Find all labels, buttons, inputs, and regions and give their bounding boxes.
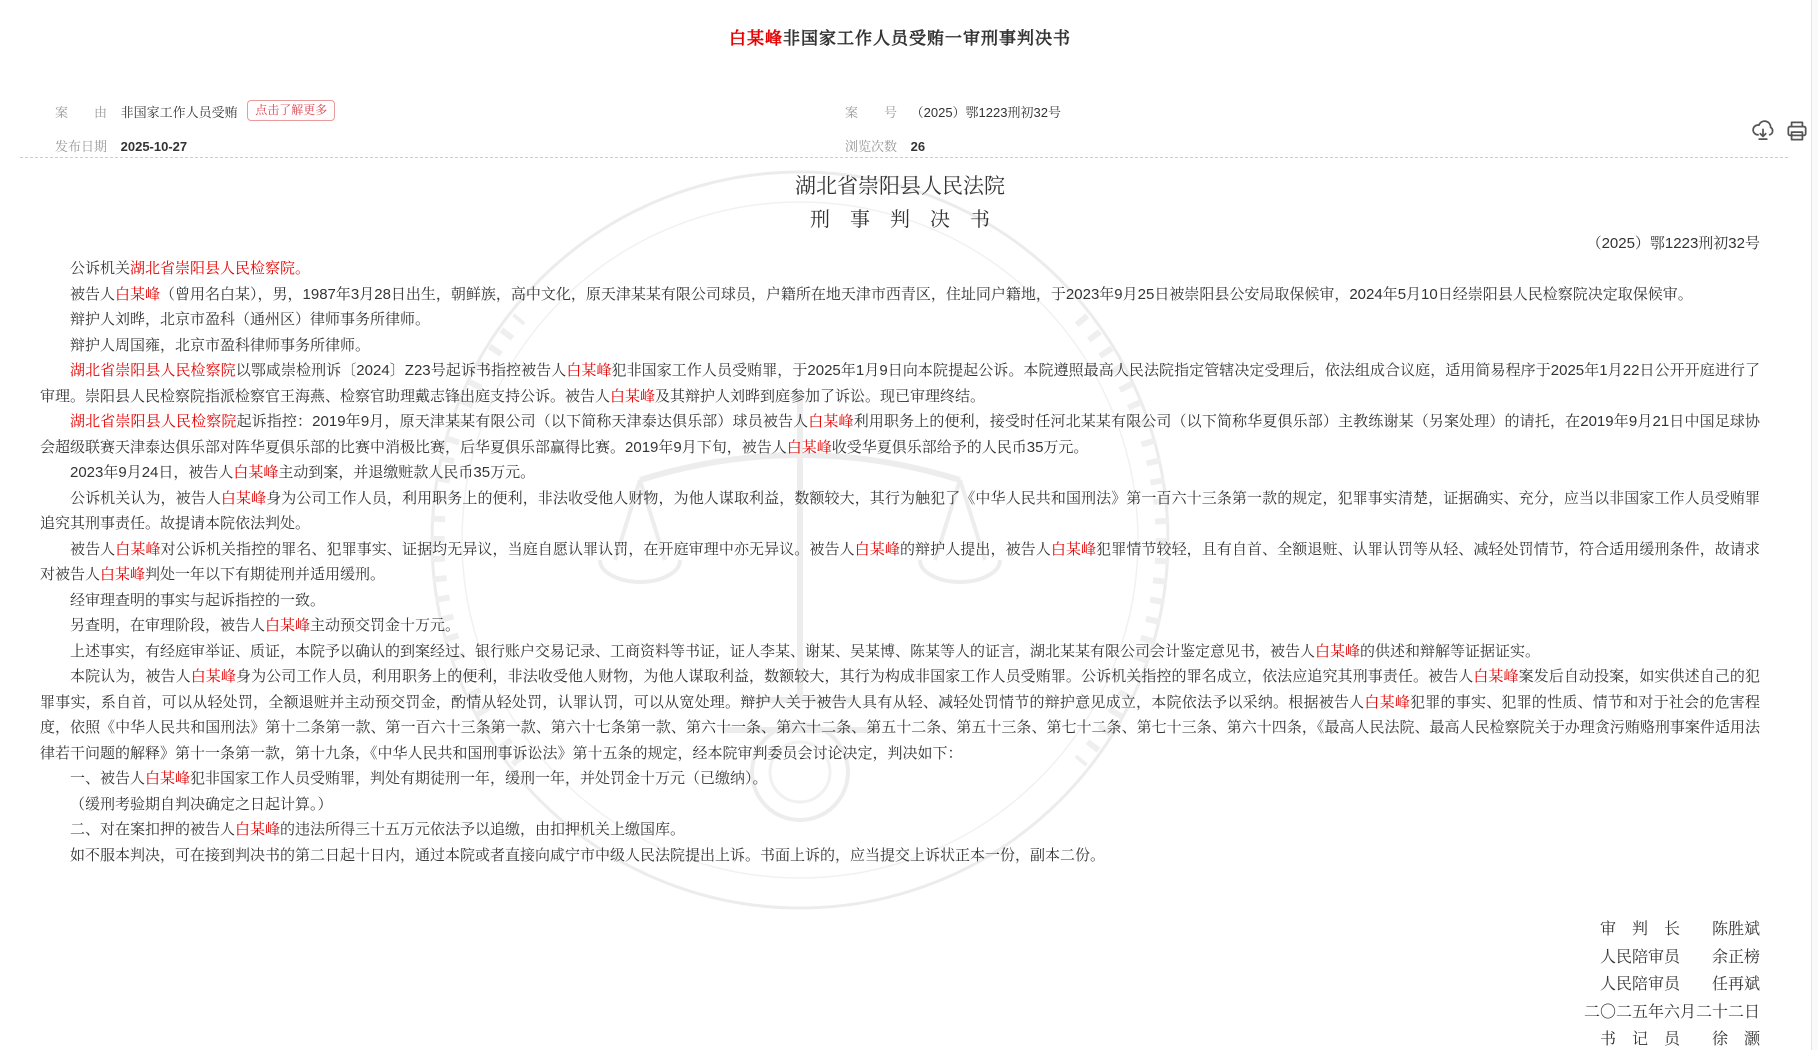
- signature-name: 徐 灏: [1711, 1031, 1760, 1049]
- judgment-paragraph: [40, 588, 1760, 614]
- defendant-name-title: 白某峰: [729, 29, 783, 48]
- judgment-paragraph: [40, 817, 1760, 843]
- paragraph-text: 2023年9月24日，被告人: [70, 464, 234, 481]
- party-name-highlight: 白某峰: [220, 489, 267, 507]
- signature-name: 余正榜: [1711, 948, 1760, 966]
- learn-more-button[interactable]: 点击了解更多: [247, 100, 335, 121]
- paragraph-text: 一、被告人: [70, 770, 146, 787]
- vertical-scrollbar[interactable]: [1811, 0, 1818, 1050]
- paragraph-text: 如不服本判决，可在接到判决书的第二日起十日内，通过本院或者直接向咸宁市中级人民法院提出上诉。书面上诉的，应当提交上诉状正本一份，副本二份。: [70, 846, 1106, 864]
- print-button[interactable]: [1784, 118, 1810, 144]
- party-name-highlight: 白某峰: [610, 387, 656, 405]
- court-name: 湖北省崇阳县人民法院: [795, 175, 1005, 198]
- paragraph-text: 辩护人周国雍，北京市盈科律师事务所律师。: [70, 336, 371, 354]
- signature-name: 陈胜斌: [1711, 921, 1760, 938]
- paragraph-text: 收受华夏俱乐部给予的人民币35万元。: [831, 438, 1089, 456]
- judgment-paragraph: [40, 792, 1760, 818]
- paragraph-text: 二、对在案扣押的被告人: [70, 821, 236, 838]
- signature-role: 书 记 员: [1599, 1031, 1680, 1049]
- page-title-text: 非国家工作人员受贿一审刑事判决书: [783, 29, 1071, 48]
- paragraph-text: 主动预交罚金十万元。: [310, 617, 461, 634]
- paragraph-text: （缓刑考验期自判决确定之日起计算。）: [70, 795, 333, 813]
- judgment-paragraph: [40, 256, 1760, 282]
- case-number-group: [845, 102, 1061, 121]
- views-group: [845, 136, 925, 155]
- paragraph-text: 犯非国家工作人员受贿罪，于2025年1月9日向本院提起公诉。本院遵照最高人民法院指定管辖决定受理后，依法组成合议庭，适用简易程序于2025年1月22日公开开庭进行了审理。崇阳县人民检察院指派检察官王海燕、检察官助理戴志锋出庭支持公诉。被告人: [40, 362, 1760, 405]
- paragraph-text: 被告人: [70, 285, 116, 303]
- case-cause-value: 非国家工作人员受贿: [120, 105, 238, 120]
- signature-block: [40, 916, 1760, 1050]
- paragraph-text: 本院认为，被告人: [70, 668, 191, 685]
- signature-row: [40, 944, 1760, 972]
- paragraph-text: 对公诉机关指控的罪名、犯罪事实、证据均无异议，当庭自愿认罪认罚，在开庭审理中亦无异议。被告人: [160, 540, 855, 558]
- judgment-paragraph: [40, 460, 1760, 486]
- paragraph-text: 利用职务上的便利，接受时任河北某某有限公司（以下简称华夏俱乐部）主教练谢某（另案处理）的请托，在2019年9月21日中国足球协会超级联赛天津泰达俱乐部对阵华夏俱乐部的比赛中消极比赛，后华夏俱乐部赢得比赛。2019年9月下旬，被告人: [40, 413, 1760, 456]
- judgment-paragraph: [40, 333, 1760, 359]
- party-name-highlight: 白某峰: [808, 413, 854, 430]
- cloud-download-icon: [1750, 118, 1776, 144]
- judgment-paragraph: [40, 486, 1760, 537]
- paragraph-text: 上述事实，有经庭审举证、质证，本院予以确认的到案经过、银行账户交易记录、工商资料等书证，证人李某、谢某、吴某博、陈某等人的证言，湖北某某有限公司会计鉴定意见书，被告人: [70, 642, 1316, 660]
- judgment-paragraph: [40, 409, 1760, 460]
- party-name-highlight: 白某峰: [1050, 540, 1097, 558]
- paragraph-text: （曾用名白某），男，1987年3月28日出生，朝鲜族，高中文化，原天津某某有限公司球员，户籍所在地天津市西青区，住址同户籍地，于2023年9月25日被崇阳县公安局取保候审，2024年5月10日经崇阳县人民检察院决定取保候审。: [160, 285, 1693, 303]
- party-name-highlight: 白某峰: [233, 464, 279, 481]
- meta-row-cause-number: [55, 102, 1755, 124]
- judgment-paragraph: [40, 664, 1760, 766]
- party-name-highlight: 白某峰: [566, 362, 612, 379]
- party-name-highlight: 白某峰: [115, 540, 161, 558]
- paragraph-text: 及其辩护人刘晔到庭参加了诉讼。现已审理终结。: [655, 387, 986, 405]
- paragraph-text: 的供述和辩解等证据证实。: [1360, 642, 1541, 660]
- party-name-highlight: 白某峰: [854, 540, 900, 558]
- publish-date-label: 发布日期: [55, 139, 108, 154]
- judgment-paragraph: [40, 613, 1760, 639]
- signature-role: 人民陪审员: [1599, 948, 1680, 966]
- paragraph-text: 的辩护人提出，被告人: [899, 540, 1051, 558]
- paragraph-text: 起诉指控：2019年9月，原天津某某有限公司（以下简称天津泰达俱乐部）球员被告人: [236, 413, 809, 430]
- judgment-paragraph: [40, 766, 1760, 792]
- publish-date-value: 2025-10-27: [120, 139, 188, 154]
- document-type-heading: 刑 事 判 决 书: [810, 209, 990, 231]
- party-name-highlight: 湖北省崇阳县人民检察院。: [130, 260, 311, 277]
- paragraph-text: 主动到案，并退缴赃款人民币35万元。: [278, 464, 536, 481]
- paragraph-text: 身为公司工作人员，利用职务上的便利，非法收受他人财物，为他人谋取利益，数额较大，其行为构成非国家工作人员受贿罪。公诉机关指控的罪名成立，依法应追究其刑事责任。被告人: [236, 668, 1474, 685]
- party-name-highlight: 白某峰: [235, 821, 281, 838]
- paragraph-text: 犯罪的事实、犯罪的性质、情节和对于社会的危害程度，依照《中华人民共和国刑法》第十二条第一款、第一百六十三条第一款、第六十七条第一款、第六十一条、第六十二条、第五十二条、第五十三条、第七十二条、第七十三条、第六十四条，《最高人民法院、最高人民检察院关于办理贪污贿赂刑事案件适用法律若干问题的解释》第十一条第一款，第十九条，《中华人民共和国刑事诉讼法》第十五条的规定，经本院审判委员会讨论决定，判决如下：: [40, 693, 1760, 762]
- views-value: 26: [910, 139, 926, 154]
- party-name-highlight: 湖北省崇阳县人民检察院: [70, 362, 236, 379]
- paragraph-text: 案发后自动投案，如实供述自己的犯罪事实，系自首，可以从轻处罚，全额退赃并主动预交罚金，酌情从轻处罚，认罪认罚，可以从宽处理。辩护人关于被告人具有从轻、减轻处罚情节的辩护意见成立，本院依法予以采纳。根据被告人: [40, 668, 1760, 711]
- signature-row: [40, 1026, 1760, 1050]
- party-name-highlight: 白某峰: [190, 668, 236, 685]
- judgment-paragraph: [40, 307, 1760, 333]
- meta-row-date-views: [55, 136, 1755, 155]
- party-name-highlight: 白某峰: [1364, 693, 1411, 711]
- paragraph-text: 的违法所得三十五万元依法予以追缴，由扣押机关上缴国库。: [280, 821, 686, 838]
- party-name-highlight: 白某峰: [100, 566, 146, 583]
- paragraph-text: 经审理查明的事实与起诉指控的一致。: [70, 591, 326, 609]
- paragraph-text: 犯非国家工作人员受贿罪，判处有期徒刑一年，缓刑一年，并处罚金十万元（已缴纳）。: [190, 770, 768, 787]
- case-number-heading: （2025）鄂1223刑初32号: [1586, 235, 1760, 252]
- case-number-label: 案 号: [845, 105, 898, 120]
- signature-role: 审 判 长: [1599, 921, 1680, 938]
- party-name-highlight: 白某峰: [115, 285, 161, 303]
- judgment-paragraph: [40, 358, 1760, 409]
- paragraph-text: 公诉机关认为，被告人: [70, 489, 221, 507]
- paragraph-text: 被告人: [70, 540, 116, 558]
- case-number-value: （2025）鄂1223刑初32号: [910, 105, 1061, 120]
- paragraph-text: 身为公司工作人员，利用职务上的便利，非法收受他人财物，为他人谋取利益，数额较大，其行为触犯了《中华人民共和国刑法》第一百六十三条第一款的规定，犯罪事实清楚，证据确实、充分，应当以非国家工作人员受贿罪追究其刑事责任。故提请本院依法判处。: [40, 489, 1760, 532]
- paragraph-text: 公诉机关: [70, 260, 131, 277]
- judgment-paragraph: [40, 282, 1760, 308]
- paragraph-text: 另查明，在审理阶段，被告人: [70, 617, 266, 634]
- judgment-paragraph: [40, 843, 1760, 869]
- signature-row: [40, 916, 1760, 944]
- paragraph-text: 辩护人刘晔，北京市盈科（通州区）律师事务所律师。: [70, 311, 431, 328]
- views-label: 浏览次数: [845, 139, 898, 154]
- signature-name: 任再斌: [1711, 976, 1760, 994]
- document-actions: [1750, 118, 1810, 144]
- case-cause-label: 案 由: [55, 105, 108, 120]
- party-name-highlight: 白某峰: [786, 438, 832, 456]
- signature-role: 人民陪审员: [1599, 976, 1680, 994]
- judgment-date: 二〇二五年六月二十二日: [1583, 1003, 1760, 1021]
- judgment-paragraph: [40, 639, 1760, 665]
- download-button[interactable]: [1750, 118, 1776, 144]
- paragraph-text: 犯罪情节较轻，且有自首、全额退赃、认罪认罚等从轻、减轻处罚情节，符合适用缓刑条件，故请求对被告人: [40, 540, 1760, 583]
- judgment-body: [40, 256, 1760, 868]
- paragraph-text: 以鄂咸崇检刑诉〔2024〕Z23号起诉书指控被告人: [235, 362, 567, 379]
- party-name-highlight: 白某峰: [1315, 642, 1361, 660]
- dashed-divider: [20, 157, 1788, 158]
- judgment-paragraph: [40, 537, 1760, 588]
- party-name-highlight: 白某峰: [265, 617, 311, 634]
- page-title: [40, 24, 1760, 49]
- printer-icon: [1784, 118, 1810, 144]
- party-name-highlight: 湖北省崇阳县人民检察院: [70, 413, 237, 430]
- party-name-highlight: 白某峰: [145, 770, 191, 787]
- signature-row: [40, 971, 1760, 999]
- paragraph-text: 判处一年以下有期徒刑并适用缓刑。: [145, 566, 386, 583]
- party-name-highlight: 白某峰: [1473, 668, 1519, 685]
